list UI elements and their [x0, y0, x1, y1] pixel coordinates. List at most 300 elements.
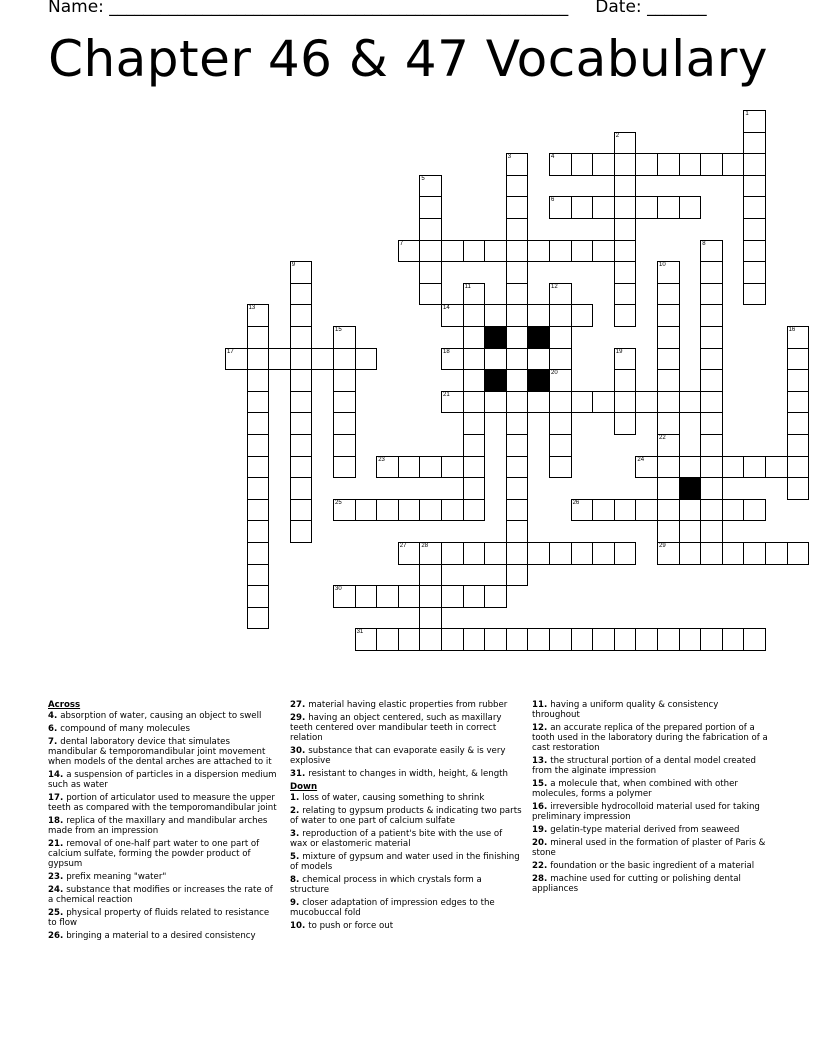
crossword-cell[interactable] [247, 304, 270, 327]
crossword-cell[interactable] [635, 456, 658, 479]
down-clue [532, 700, 768, 720]
crossword-cell[interactable] [592, 153, 615, 176]
crossword-cell[interactable] [376, 585, 399, 608]
crossword-cell[interactable] [679, 391, 702, 414]
crossword-cell[interactable] [506, 283, 529, 306]
crossword-cell[interactable] [700, 153, 723, 176]
crossword-cell[interactable] [787, 456, 810, 479]
clue-number-label: 25. [48, 908, 67, 918]
crossword-cell[interactable] [592, 499, 615, 522]
crossword-cell[interactable] [463, 304, 486, 327]
clue-number: 5 [421, 175, 425, 182]
crossword-cell[interactable] [592, 628, 615, 651]
crossword-cell[interactable] [290, 261, 313, 284]
crossword-cell[interactable] [571, 304, 594, 327]
crossword-cell[interactable] [506, 542, 529, 565]
crossword-cell[interactable] [463, 477, 486, 500]
clue-number: 21 [443, 391, 450, 398]
crossword-cell[interactable] [247, 391, 270, 414]
crossword-cell[interactable] [743, 196, 766, 219]
crossword-cell[interactable] [355, 585, 378, 608]
crossword-cell[interactable] [419, 542, 442, 565]
across-clue [290, 746, 522, 766]
crossword-cell[interactable] [376, 499, 399, 522]
crossword-cell[interactable] [463, 391, 486, 414]
crossword-cell[interactable] [614, 412, 637, 435]
clues-column-3 [532, 700, 768, 897]
crossword-cell[interactable] [419, 240, 442, 263]
crossword-block [527, 369, 550, 392]
crossword-cell[interactable] [592, 240, 615, 263]
down-clue [532, 802, 768, 822]
crossword-cell[interactable] [290, 391, 313, 414]
crossword-cell[interactable] [657, 283, 680, 306]
crossword-cell[interactable] [441, 542, 464, 565]
crossword-cell[interactable] [571, 153, 594, 176]
clue-text: reproduction of a patient's bite with the use of wax or elastomeric material [290, 829, 503, 849]
crossword-cell[interactable] [614, 348, 637, 371]
crossword-cell[interactable] [506, 520, 529, 543]
clue-number-label: 1. [290, 793, 303, 803]
crossword-cell[interactable] [247, 564, 270, 587]
crossword-cell[interactable] [700, 283, 723, 306]
crossword-cell[interactable] [722, 153, 745, 176]
crossword-cell[interactable] [571, 499, 594, 522]
clue-text: physical property of fluids related to resistance to flow [48, 908, 270, 928]
crossword-cell[interactable] [787, 369, 810, 392]
crossword-cell[interactable] [419, 196, 442, 219]
crossword-cell[interactable] [484, 542, 507, 565]
crossword-cell[interactable] [463, 499, 486, 522]
crossword-cell[interactable] [549, 283, 572, 306]
crossword-cell[interactable] [398, 499, 421, 522]
crossword-cell[interactable] [700, 240, 723, 263]
crossword-cell[interactable] [614, 240, 637, 263]
crossword-cell[interactable] [657, 456, 680, 479]
crossword-cell[interactable] [700, 391, 723, 414]
crossword-cell[interactable] [268, 348, 291, 371]
crossword-cell[interactable] [463, 348, 486, 371]
crossword-cell[interactable] [441, 585, 464, 608]
crossword-cell[interactable] [614, 391, 637, 414]
crossword-cell[interactable] [506, 499, 529, 522]
crossword-cell[interactable] [290, 456, 313, 479]
crossword-cell[interactable] [506, 153, 529, 176]
crossword-cell[interactable] [657, 434, 680, 457]
crossword-cell[interactable] [376, 456, 399, 479]
crossword-cell[interactable] [700, 304, 723, 327]
crossword-cell[interactable] [743, 240, 766, 263]
crossword-cell[interactable] [722, 542, 745, 565]
crossword-cell[interactable] [614, 369, 637, 392]
clue-number-label: 10. [290, 921, 309, 931]
crossword-cell[interactable] [722, 499, 745, 522]
crossword-cell[interactable] [679, 628, 702, 651]
crossword-cell[interactable] [635, 628, 658, 651]
crossword-cell[interactable] [419, 564, 442, 587]
crossword-cell[interactable] [657, 499, 680, 522]
crossword-cell[interactable] [700, 628, 723, 651]
crossword-cell[interactable] [614, 499, 637, 522]
crossword-cell[interactable] [419, 218, 442, 241]
crossword-cell[interactable] [225, 348, 248, 371]
crossword-cell[interactable] [614, 218, 637, 241]
crossword-cell[interactable] [247, 326, 270, 349]
clue-number-label: 20. [532, 838, 551, 848]
crossword-cell[interactable] [398, 240, 421, 263]
across-clue [48, 885, 280, 905]
clue-number-label: 6. [48, 724, 61, 734]
crossword-cell[interactable] [549, 326, 572, 349]
crossword-cell[interactable] [700, 434, 723, 457]
down-clue [532, 838, 768, 858]
crossword-cell[interactable] [463, 326, 486, 349]
crossword-cell[interactable] [527, 391, 550, 414]
crossword-cell[interactable] [333, 434, 356, 457]
crossword-cell[interactable] [290, 434, 313, 457]
crossword-cell[interactable] [657, 261, 680, 284]
crossword-cell[interactable] [506, 175, 529, 198]
crossword-cell[interactable] [333, 348, 356, 371]
crossword-cell[interactable] [743, 456, 766, 479]
crossword-cell[interactable] [743, 499, 766, 522]
clue-number-label: 14. [48, 770, 67, 780]
crossword-cell[interactable] [743, 261, 766, 284]
crossword-cell[interactable] [614, 175, 637, 198]
crossword-cell[interactable] [743, 153, 766, 176]
crossword-cell[interactable] [700, 326, 723, 349]
crossword-cell[interactable] [527, 628, 550, 651]
crossword-cell[interactable] [419, 628, 442, 651]
crossword-cell[interactable] [743, 132, 766, 155]
crossword-cell[interactable] [657, 369, 680, 392]
crossword-cell[interactable] [441, 304, 464, 327]
crossword-cell[interactable] [700, 542, 723, 565]
crossword-cell[interactable] [247, 456, 270, 479]
crossword-cell[interactable] [247, 369, 270, 392]
crossword-cell[interactable] [506, 261, 529, 284]
crossword-cell[interactable] [506, 218, 529, 241]
clue-number: 23 [378, 456, 385, 463]
clue-number: 6 [551, 197, 555, 204]
across-header: Across [48, 700, 81, 710]
crossword-cell[interactable] [592, 542, 615, 565]
crossword-cell[interactable] [571, 391, 594, 414]
crossword-cell[interactable] [463, 456, 486, 479]
crossword-cell[interactable] [333, 391, 356, 414]
crossword-cell[interactable] [398, 542, 421, 565]
crossword-cell[interactable] [743, 542, 766, 565]
crossword-cell[interactable] [290, 348, 313, 371]
clue-text: removal of one-half part water to one part of calcium sulfate, forming the powder product of gypsum [48, 839, 260, 869]
clue-number: 27 [399, 543, 407, 549]
crossword-cell[interactable] [679, 153, 702, 176]
crossword-cell[interactable] [506, 628, 529, 651]
clue-number-label: 24. [48, 885, 67, 895]
clue-number-label: 8. [290, 875, 303, 885]
crossword-cell[interactable] [743, 175, 766, 198]
crossword-cell[interactable] [549, 153, 572, 176]
crossword-cell[interactable] [484, 240, 507, 263]
crossword-cell[interactable] [506, 412, 529, 435]
crossword-cell[interactable] [657, 520, 680, 543]
crossword-cell[interactable] [592, 391, 615, 414]
crossword-cell[interactable] [398, 585, 421, 608]
crossword-cell[interactable] [441, 456, 464, 479]
crossword-cell[interactable] [506, 326, 529, 349]
crossword-cell[interactable] [787, 477, 810, 500]
crossword-cell[interactable] [743, 283, 766, 306]
clue-number: 12 [551, 283, 558, 290]
crossword-cell[interactable] [247, 434, 270, 457]
crossword-cell[interactable] [571, 240, 594, 263]
crossword-cell[interactable] [592, 196, 615, 219]
clue-number: 24 [637, 456, 645, 463]
crossword-cell[interactable] [527, 542, 550, 565]
crossword-cell[interactable] [463, 628, 486, 651]
clue-number-label: 28. [532, 874, 551, 884]
crossword-cell[interactable] [635, 499, 658, 522]
crossword-cell[interactable] [571, 628, 594, 651]
crossword-cell[interactable] [787, 542, 810, 565]
crossword-cell[interactable] [463, 412, 486, 435]
crossword-cell[interactable] [679, 196, 702, 219]
crossword-cell[interactable] [506, 196, 529, 219]
crossword-cell[interactable] [441, 499, 464, 522]
crossword-cell[interactable] [290, 499, 313, 522]
crossword-cell[interactable] [484, 628, 507, 651]
crossword-cell[interactable] [355, 348, 378, 371]
crossword-cell[interactable] [549, 628, 572, 651]
crossword-cell[interactable] [657, 304, 680, 327]
clue-number: 1 [745, 111, 749, 117]
crossword-cell[interactable] [247, 477, 270, 500]
crossword-cell[interactable] [290, 369, 313, 392]
crossword-cell[interactable] [484, 391, 507, 414]
clue-number: 10 [659, 262, 666, 269]
crossword-cell[interactable] [247, 348, 270, 371]
clue-text: prefix meaning "water" [66, 872, 167, 882]
crossword-cell[interactable] [549, 434, 572, 457]
crossword-cell[interactable] [787, 326, 810, 349]
clue-number-label: 21. [48, 839, 67, 849]
crossword-cell[interactable] [247, 607, 270, 630]
crossword-cell[interactable] [441, 348, 464, 371]
crossword-cell[interactable] [506, 456, 529, 479]
crossword-cell[interactable] [700, 520, 723, 543]
crossword-cell[interactable] [398, 628, 421, 651]
crossword-cell[interactable] [441, 628, 464, 651]
crossword-cell[interactable] [700, 348, 723, 371]
crossword-cell[interactable] [787, 348, 810, 371]
crossword-cell[interactable] [700, 456, 723, 479]
crossword-cell[interactable] [614, 542, 637, 565]
crossword-cell[interactable] [722, 456, 745, 479]
crossword-cell[interactable] [722, 628, 745, 651]
crossword-cell[interactable] [765, 542, 788, 565]
crossword-cell[interactable] [614, 132, 637, 155]
crossword-cell[interactable] [290, 326, 313, 349]
crossword-cell[interactable] [527, 304, 550, 327]
crossword-cell[interactable] [743, 628, 766, 651]
crossword-cell[interactable] [506, 434, 529, 457]
crossword-cell[interactable] [787, 434, 810, 457]
crossword-cell[interactable] [419, 175, 442, 198]
crossword-cell[interactable] [463, 434, 486, 457]
crossword-cell[interactable] [679, 542, 702, 565]
crossword-cell[interactable] [657, 348, 680, 371]
crossword-cell[interactable] [549, 304, 572, 327]
crossword-block [679, 477, 702, 500]
crossword-cell[interactable] [376, 628, 399, 651]
crossword-cell[interactable] [441, 391, 464, 414]
crossword-cell[interactable] [398, 456, 421, 479]
crossword-cell[interactable] [787, 391, 810, 414]
crossword-cell[interactable] [549, 412, 572, 435]
crossword-cell[interactable] [614, 261, 637, 284]
crossword-cell[interactable] [700, 261, 723, 284]
clue-number: 11 [464, 283, 471, 290]
crossword-cell[interactable] [247, 412, 270, 435]
crossword-cell[interactable] [506, 391, 529, 414]
clue-number: 25 [335, 499, 342, 506]
crossword-cell[interactable] [506, 564, 529, 587]
crossword-cell[interactable] [700, 477, 723, 500]
crossword-cell[interactable] [463, 283, 486, 306]
crossword-cell[interactable] [614, 196, 637, 219]
crossword-cell[interactable] [549, 542, 572, 565]
crossword-cell[interactable] [355, 628, 378, 651]
crossword-cell[interactable] [333, 456, 356, 479]
crossword-cell[interactable] [506, 369, 529, 392]
crossword-cell[interactable] [549, 348, 572, 371]
crossword-cell[interactable] [463, 585, 486, 608]
crossword-cell[interactable] [484, 304, 507, 327]
crossword-cell[interactable] [657, 196, 680, 219]
crossword-cell[interactable] [484, 585, 507, 608]
crossword-cell[interactable] [355, 499, 378, 522]
crossword-cell[interactable] [635, 196, 658, 219]
crossword-cell[interactable] [679, 499, 702, 522]
crossword-block [484, 326, 507, 349]
crossword-cell[interactable] [463, 542, 486, 565]
crossword-cell[interactable] [419, 585, 442, 608]
crossword-cell[interactable] [787, 412, 810, 435]
down-clue [532, 723, 768, 753]
crossword-cell[interactable] [419, 499, 442, 522]
clue-number: 3 [507, 154, 512, 161]
crossword-cell[interactable] [247, 520, 270, 543]
clue-number: 15 [335, 327, 342, 333]
crossword-cell[interactable] [614, 153, 637, 176]
crossword-cell[interactable] [333, 369, 356, 392]
clue-number-label: 9. [290, 898, 303, 908]
across-clue [48, 872, 280, 882]
across-clue-list-cont [290, 700, 522, 779]
crossword-cell[interactable] [700, 369, 723, 392]
crossword-cell[interactable] [419, 456, 442, 479]
crossword-cell[interactable] [290, 283, 313, 306]
crossword-cell[interactable] [571, 196, 594, 219]
clue-text: a suspension of particles in a dispersion medium such as water [48, 770, 277, 790]
across-clue [48, 737, 280, 767]
crossword-cell[interactable] [549, 196, 572, 219]
crossword-cell[interactable] [743, 218, 766, 241]
crossword-cell[interactable] [441, 240, 464, 263]
crossword-cell[interactable] [290, 412, 313, 435]
clue-text: material having elastic properties from rubber [308, 700, 508, 710]
down-clue [290, 898, 522, 918]
crossword-cell[interactable] [333, 585, 356, 608]
clue-number-label: 3. [290, 829, 303, 839]
crossword-cell[interactable] [506, 477, 529, 500]
crossword-cell[interactable] [247, 542, 270, 565]
crossword-cell[interactable] [657, 628, 680, 651]
crossword-cell[interactable] [527, 348, 550, 371]
crossword-cell[interactable] [463, 369, 486, 392]
clue-number: 16 [788, 327, 796, 333]
clue-number: 4 [551, 154, 555, 161]
crossword-cell[interactable] [419, 607, 442, 630]
crossword-cell[interactable] [549, 456, 572, 479]
crossword-cell[interactable] [657, 391, 680, 414]
crossword-cell[interactable] [506, 348, 529, 371]
crossword-cell[interactable] [419, 261, 442, 284]
crossword-cell[interactable] [765, 456, 788, 479]
crossword-cell[interactable] [657, 153, 680, 176]
crossword-cell[interactable] [333, 326, 356, 349]
crossword-cell[interactable] [635, 153, 658, 176]
across-clue [48, 839, 280, 869]
crossword-cell[interactable] [247, 499, 270, 522]
crossword-cell[interactable] [571, 542, 594, 565]
crossword-cell[interactable] [700, 499, 723, 522]
crossword-cell[interactable] [506, 304, 529, 327]
crossword-cell[interactable] [527, 240, 550, 263]
crossword-cell[interactable] [657, 477, 680, 500]
crossword-cell[interactable] [333, 412, 356, 435]
crossword-cell[interactable] [333, 499, 356, 522]
crossword-cell[interactable] [549, 391, 572, 414]
crossword-cell[interactable] [614, 628, 637, 651]
crossword-cell[interactable] [419, 283, 442, 306]
crossword-cell[interactable] [635, 391, 658, 414]
crossword-cell[interactable] [463, 240, 486, 263]
crossword-cell[interactable] [743, 110, 766, 133]
down-clue-list [290, 793, 522, 931]
crossword-cell[interactable] [549, 369, 572, 392]
down-clue [532, 756, 768, 776]
crossword-cell[interactable] [484, 348, 507, 371]
crossword-cell[interactable] [506, 240, 529, 263]
down-clue [532, 874, 768, 894]
crossword-cell[interactable] [247, 585, 270, 608]
clue-text: foundation or the basic ingredient of a material [550, 861, 755, 871]
crossword-cell[interactable] [657, 326, 680, 349]
crossword-cell[interactable] [657, 412, 680, 435]
clue-text: the structural portion of a dental model created from the alginate impression [532, 756, 756, 776]
crossword-cell[interactable] [679, 456, 702, 479]
crossword-cell[interactable] [700, 412, 723, 435]
crossword-cell[interactable] [549, 240, 572, 263]
crossword-cell[interactable] [311, 348, 334, 371]
crossword-cell[interactable] [290, 477, 313, 500]
crossword-cell[interactable] [657, 542, 680, 565]
crossword-cell[interactable] [614, 304, 637, 327]
crossword-cell[interactable] [290, 520, 313, 543]
crossword-cell[interactable] [614, 283, 637, 306]
crossword-cell[interactable] [290, 304, 313, 327]
